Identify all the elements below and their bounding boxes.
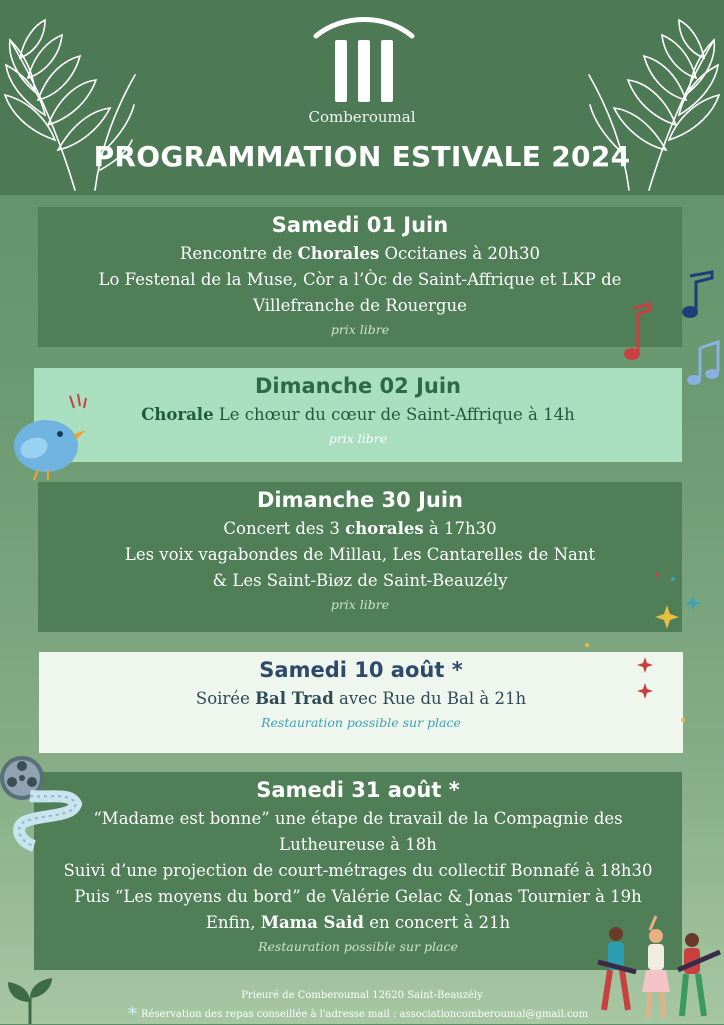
event-date: Samedi 31 août * (256, 778, 460, 802)
event-line: Soirée Bal Trad avec Rue du Bal à 21h (195, 689, 527, 708)
event-date: Samedi 01 Juin (271, 213, 449, 237)
event-line: Rencontre de Chorales Occitanes à 20h30 (179, 244, 541, 263)
music-note-icon (600, 268, 724, 398)
event-line: Lutheureuse à 18h (279, 835, 437, 854)
event-price: prix libre (328, 431, 388, 446)
event-price: prix libre (330, 597, 390, 612)
brand-name: Comberoumal (308, 108, 416, 126)
event-line: “Madame est bonne” une étape de travail de la Compagnie des (93, 809, 623, 828)
event-card-31-aout (34, 772, 682, 970)
event-line: Chorale Le chœur du cœur de Saint-Affrique à 14h (141, 405, 575, 424)
temple-logo-icon (312, 10, 416, 105)
footer-reservation (128, 1004, 648, 1025)
event-card-02-juin (34, 368, 682, 462)
event-line: Suivi d’une projection de court-métrages du collectif Bonnafé à 18h30 (63, 861, 653, 880)
event-line: & Les Saint-Biøz de Saint-Beauzély (212, 571, 508, 590)
event-date: Dimanche 02 Juin (254, 374, 462, 398)
event-line: Lo Festenal de la Muse, Còr a l’Òc de Saint-Affrique et LKP de (98, 270, 622, 289)
footer-address: Prieuré de Comberoumal 12620 Saint-Beauzély (241, 990, 483, 1001)
event-note: Restauration possible sur place (261, 715, 461, 730)
film-reel-icon (0, 752, 90, 852)
bird-icon (8, 388, 104, 483)
event-line: Villefranche de Rouergue (253, 296, 467, 315)
asterisk-icon: * (128, 1004, 137, 1025)
event-note: Restauration possible sur place (258, 939, 458, 954)
event-line: Les voix vagabondes de Millau, Les Cantarelles de Nant (124, 545, 596, 564)
page-title: PROGRAMMATION ESTIVALE 2024 (93, 140, 631, 173)
event-date: Dimanche 30 Juin (256, 488, 464, 512)
event-price: prix libre (330, 322, 390, 337)
event-card-01-juin (38, 207, 682, 347)
event-date: Samedi 10 août * (259, 658, 463, 682)
sparkle-icon (575, 565, 720, 735)
event-line: Enfin, Mama Said en concert à 21h (205, 913, 511, 932)
event-line: Puis “Les moyens du bord” de Valérie Gelac & Jonas Tournier à 19h (74, 887, 642, 906)
event-line: Concert des 3 chorales à 17h30 (223, 519, 497, 538)
reservation-text: Réservation des repas conseillée à l'adresse mail : associationcomberoumal@gmail.com (141, 1009, 589, 1020)
